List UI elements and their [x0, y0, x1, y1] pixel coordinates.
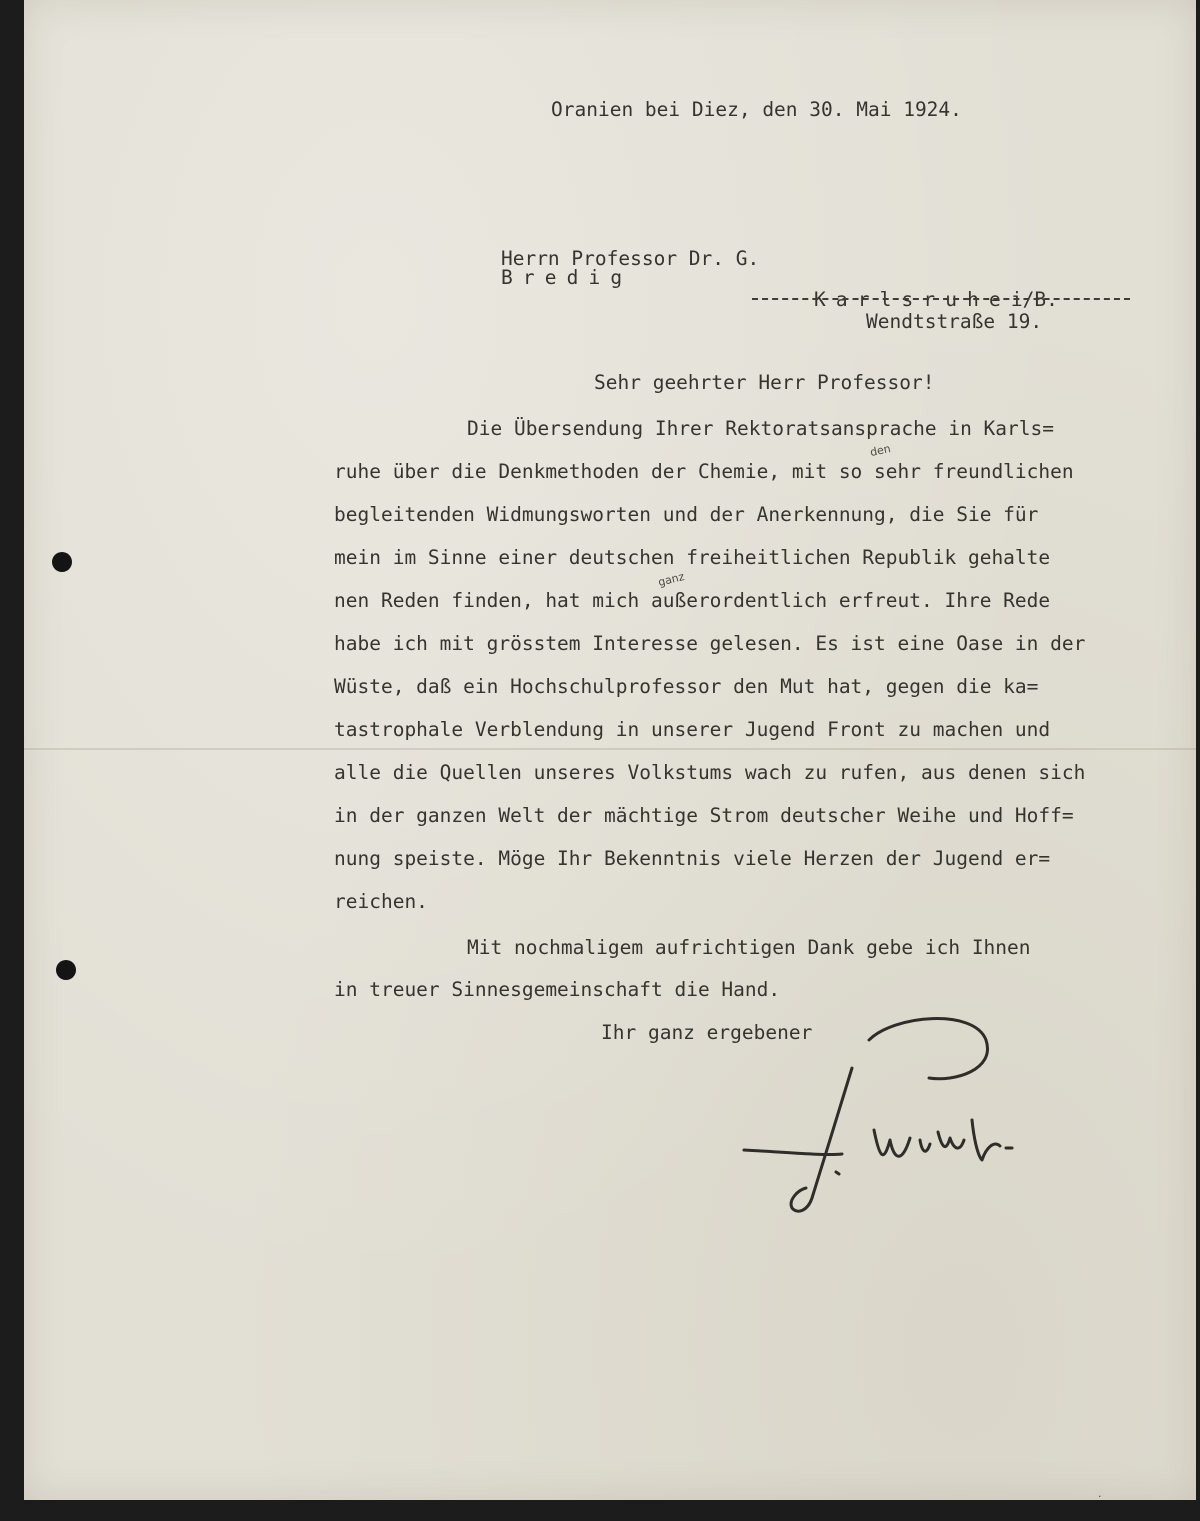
- body-line: in der ganzen Welt der mächtige Strom deutscher Weihe und Hoff=: [334, 804, 1074, 827]
- handwritten-signature: [724, 1010, 1044, 1230]
- recipient-name-prefix: Herrn Professor Dr. G.: [500, 246, 760, 270]
- recipient-name-spaced: Bredig: [500, 266, 633, 289]
- punch-hole-bottom: [56, 960, 76, 980]
- body-line: ruhe über die Denkmethoden der Chemie, mit so sehr freundlichen: [334, 460, 1074, 483]
- letter-sheet: [24, 0, 1196, 1503]
- pencil-dot-mark: ·: [1098, 1490, 1102, 1503]
- address-underline: [752, 298, 1130, 300]
- recipient-city-suffix: i/B.: [1010, 287, 1058, 311]
- handwritten-insertion-ganz: ganz: [656, 569, 686, 590]
- recipient-name-line: [454, 229, 759, 307]
- recipient-street: Wendtstraße 19.: [866, 310, 1043, 333]
- body-line: mein im Sinne einer deutschen freiheitlichen Republik gehalte: [334, 546, 1051, 569]
- body-line: Die Übersendung Ihrer Rektoratsansprache in Karls=: [467, 417, 1054, 440]
- closing-line: Mit nochmaligem aufrichtigen Dank gebe ich Ihnen: [467, 936, 1031, 959]
- body-line: nen Reden finden, hat mich außerordentlich erfreut. Ihre Rede: [334, 589, 1051, 612]
- body-line: begleitenden Widmungsworten und der Anerkennung, die Sie für: [334, 503, 1039, 526]
- body-line: tastrophale Verblendung in unserer Jugend Front zu machen und: [334, 718, 1051, 741]
- paper-fold-line: [24, 748, 1196, 750]
- salutation: Sehr geehrter Herr Professor!: [594, 371, 935, 394]
- body-line: reichen.: [334, 890, 428, 913]
- punch-hole-top: [52, 552, 72, 572]
- body-line: nung speiste. Möge Ihr Bekenntnis viele Herzen der Jugend er=: [334, 847, 1051, 870]
- valediction: Ihr ganz ergebener: [601, 1021, 813, 1044]
- closing-line: in treuer Sinnesgemeinschaft die Hand.: [334, 978, 781, 1001]
- handwritten-insertion-den: den: [868, 441, 892, 460]
- body-line: alle die Quellen unseres Volkstums wach zu rufen, aus denen sich: [334, 761, 1086, 784]
- recipient-city: Karlsruhe: [813, 287, 1011, 311]
- body-line: habe ich mit grösstem Interesse gelesen. Es ist eine Oase in der: [334, 632, 1086, 655]
- place-date-line: Oranien bei Diez, den 30. Mai 1924.: [551, 98, 962, 121]
- body-line: Wüste, daß ein Hochschulprofessor den Mut hat, gegen die ka=: [334, 675, 1039, 698]
